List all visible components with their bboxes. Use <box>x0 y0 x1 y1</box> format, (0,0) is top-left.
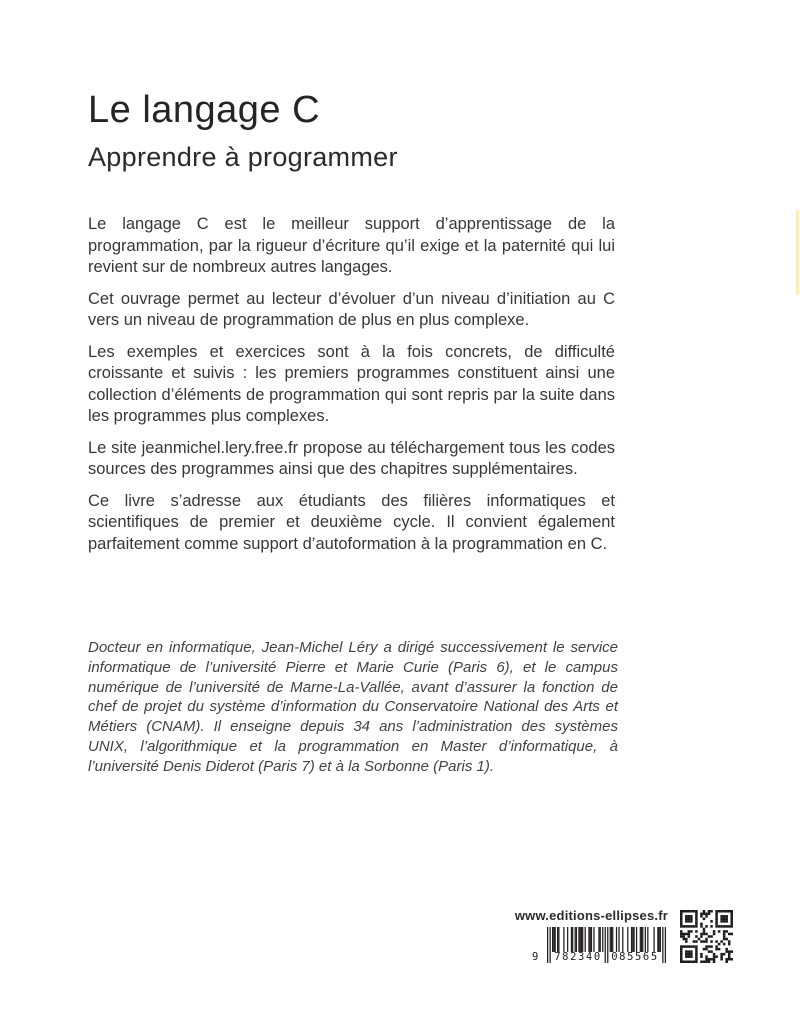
book-subtitle: Apprendre à programmer <box>88 141 398 172</box>
isbn-lead-digit: 9 <box>532 951 539 963</box>
qr-code <box>680 910 733 963</box>
synopsis-paragraph: Le langage C est le meilleur support d’apprentissage de la programmation, par la rigueur d’écriture qu’il exige et la paternité qui lui revient sur de nombreux autres langages. <box>88 215 615 276</box>
book-title: Le langage C <box>88 89 321 131</box>
publisher-website: www.editions-ellipses.fr <box>514 908 668 923</box>
page-edge-accent <box>796 210 799 295</box>
synopsis <box>88 214 615 565</box>
synopsis-paragraph: Ce livre s’adresse aux étudiants des filières informatiques et scientifiques de premier et deuxième cycle. Il convient également parfaitement comme support d’autoformation à la programmation en C. <box>88 491 615 553</box>
isbn-digit-group: 085565 <box>609 952 661 963</box>
author-bio-section <box>88 638 618 777</box>
synopsis-paragraph: Cet ouvrage permet au lecteur d’évoluer d’un niveau d’initiation au C vers un niveau de programmation de plus en plus complexe. <box>88 289 615 329</box>
author-bio: Docteur en informatique, Jean-Michel Léry a dirigé successivement le service informatique de l’université Pierre et Marie Curie (Paris 6), et le campus numérique de l’université de Marne-La-Vallée, avant d’assurer la fonction de chef de projet du système d’information du Conservatoire National des Arts et Métiers (CNAM). Il enseigne depuis 34 ans l’administration des systèmes UNIX, l’algorithmique et la programmation en Master d’informatique, à l’université Denis Diderot (Paris 7) et à la Sorbonne (Paris 1). <box>88 639 618 775</box>
ean-barcode <box>532 927 666 963</box>
isbn-digit-group: 782340 <box>552 952 604 963</box>
synopsis-paragraph: Le site jeanmichel.lery.free.fr propose au téléchargement tous les codes sources des programmes ainsi que des chapitres supplémentaires. <box>88 438 615 478</box>
title-block <box>88 90 708 173</box>
synopsis-paragraph: Les exemples et exercices sont à la fois concrets, de difficulté croissante et suivis : les premiers programmes constituent ainsi une collection d’éléments de programmation qui sont repris par la suite dans les programmes plus complexes. <box>88 342 615 425</box>
